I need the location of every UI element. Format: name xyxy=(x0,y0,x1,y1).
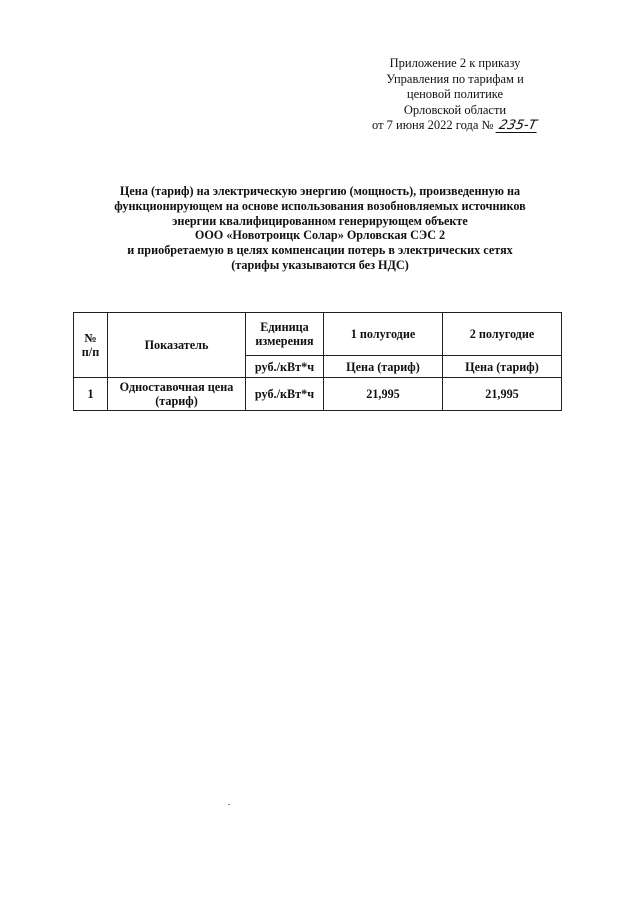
title-line: функционирующем на основе использования возобновляемых источников xyxy=(114,198,526,213)
row-half2-price: 21,995 xyxy=(443,378,562,411)
appendix-line: Приложение 2 к приказу xyxy=(389,56,521,70)
tariff-table xyxy=(73,312,562,411)
row-indicator: Одноставочная цена (тариф) xyxy=(108,378,246,411)
header-unit: Единица измерения xyxy=(246,313,324,356)
subheader-unit: руб./кВт*ч xyxy=(246,356,324,378)
row-half1-price: 21,995 xyxy=(324,378,443,411)
header-half2: 2 полугодие xyxy=(443,313,562,356)
subheader-half2: Цена (тариф) xyxy=(443,356,562,378)
appendix-line: Орловской области xyxy=(403,102,507,117)
header-num: № п/п xyxy=(74,313,108,378)
subheader-half1: Цена (тариф) xyxy=(324,356,443,378)
appendix-order-line xyxy=(340,118,570,134)
table-row xyxy=(74,378,562,411)
scan-speck xyxy=(228,804,230,805)
title-line: (тарифы указываются без НДС) xyxy=(231,257,409,272)
appendix-header xyxy=(340,56,570,134)
title-line: и приобретаемую в целях компенсации потерь в электрических сетях xyxy=(127,243,513,258)
row-unit: руб./кВт*ч xyxy=(246,378,324,411)
table-header-row xyxy=(74,313,562,356)
title-line: энергии квалифицированном генерирующем объекте xyxy=(172,213,468,228)
appendix-line: ценовой политике xyxy=(406,87,504,101)
appendix-order-prefix: от 7 июня 2022 года № xyxy=(371,118,494,132)
order-number-handwritten: 235-Т xyxy=(497,118,538,133)
title-line: Цена (тариф) на электрическую энергию (мощность), произведенную на xyxy=(119,184,521,198)
row-num: 1 xyxy=(74,378,108,411)
title-line: ООО «Новотроицк Солар» Орловская СЭС 2 xyxy=(194,228,446,243)
header-half1: 1 полугодие xyxy=(324,313,443,356)
document-title xyxy=(70,184,570,273)
header-indicator: Показатель xyxy=(108,313,246,378)
appendix-line: Управления по тарифам и xyxy=(386,71,524,86)
